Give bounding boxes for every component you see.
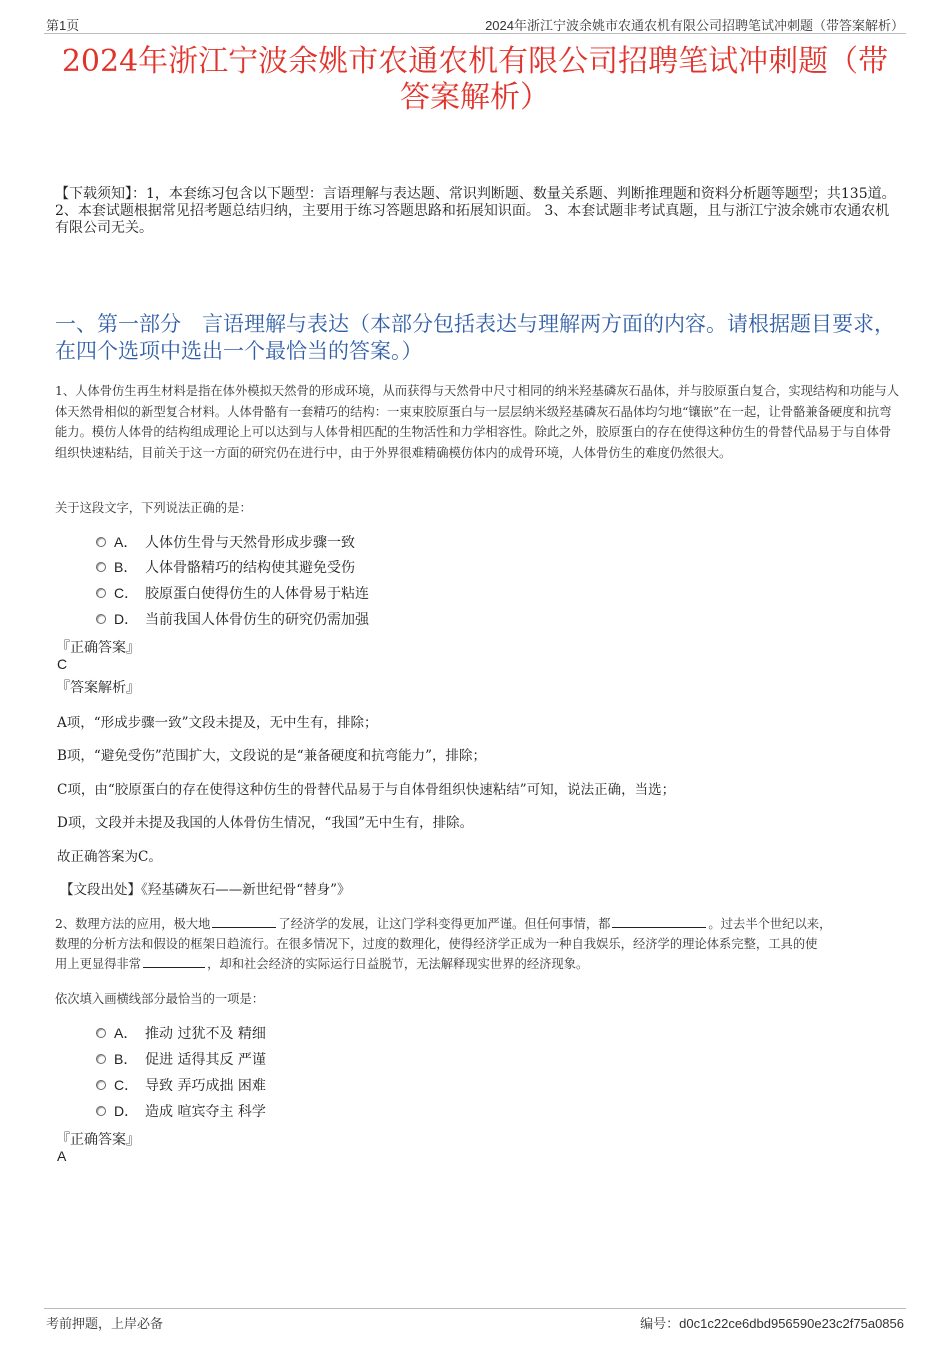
header-rule	[44, 33, 906, 34]
text: 用上更显得非常	[55, 957, 142, 971]
q2-option-b[interactable]	[96, 1049, 266, 1069]
blank-1	[212, 915, 276, 928]
option-text: 推动 过犹不及 精细	[145, 1026, 266, 1042]
q2-answer-label: 『正确答案』	[56, 1132, 140, 1148]
code-value: d0c1c22ce6dbd956590e23c2f75a0856	[679, 1316, 904, 1331]
option-letter: C．	[114, 1077, 139, 1093]
footer-slogan: 考前押题，上岸必备	[46, 1316, 164, 1331]
q2-passage-line3	[55, 954, 588, 972]
radio-icon[interactable]	[96, 1080, 106, 1090]
option-letter: C．	[114, 585, 139, 601]
radio-icon[interactable]	[96, 1028, 106, 1038]
radio-icon[interactable]	[96, 614, 106, 624]
analysis-line: B项，“避免受伤”范围扩大，文段说的是“兼备硬度和抗弯能力”，排除；	[57, 748, 487, 764]
radio-icon[interactable]	[96, 1106, 106, 1116]
q2-passage-line1	[55, 914, 831, 932]
option-letter: B．	[114, 1051, 138, 1067]
header-doc-title: 2024年浙江宁波余姚市农通农机有限公司招聘笔试冲刺题（带答案解析）	[485, 18, 904, 33]
q1-option-d[interactable]	[96, 609, 369, 629]
q1-prompt: 关于这段文字，下列说法正确的是：	[55, 501, 252, 515]
analysis-conclusion: 故正确答案为C。	[57, 849, 162, 865]
q1-passage: 1、人体骨仿生再生材料是指在体外模拟天然骨的形成环境，从而获得与天然骨中尺寸相同的纳米羟基磷灰石晶体，并与胶原蛋白复合，实现结构和功能与人体天然骨相似的新型复合材料。人体骨骼有一套精巧的结构：一束束胶原蛋白与一层层纳米级羟基磷灰石晶体均匀地“镶嵌”在一起，让骨骼兼备硬度和抗弯能力。模仿人体骨的结构组成理论上可以达到与人体骨相匹配的生物活性和力学相容性。除此之外，胶原蛋白的存在使得这种仿生的骨替代品易于与自体骨组织快速粘结，目前关于这一方面的研究仍在进行中，由于外界很难精确模仿体内的成骨环境，人体骨仿生的难度仍然很大。	[55, 384, 900, 460]
footer-rule	[44, 1308, 906, 1309]
q1-answer-label: 『正确答案』	[56, 640, 140, 656]
q2-option-c[interactable]	[96, 1075, 266, 1095]
q1-answer: C	[57, 656, 68, 672]
text: 。过去半个世纪以来，	[708, 917, 832, 931]
blank-3	[143, 955, 205, 968]
radio-icon[interactable]	[96, 588, 106, 598]
q2-option-a[interactable]	[96, 1023, 266, 1043]
radio-icon[interactable]	[96, 562, 106, 572]
passage-source: 【文段出处】《羟基磷灰石——新世纪骨“替身”》	[60, 882, 351, 898]
section-heading: 一、第一部分 言语理解与表达（本部分包括表达与理解两方面的内容。请根据题目要求，在四个选项中选出一个最恰当的答案。）	[55, 312, 895, 363]
q2-option-d[interactable]	[96, 1101, 266, 1121]
option-text: 造成 喧宾夺主 科学	[145, 1104, 266, 1120]
option-text: 人体仿生骨与天然骨形成步骤一致	[145, 535, 355, 551]
text: ，却和社会经济的实际运行日益脱节，无法解释现实世界的经济现象。	[207, 957, 589, 971]
option-letter: B．	[114, 559, 138, 575]
radio-icon[interactable]	[96, 537, 106, 547]
q2-prompt: 依次填入画横线部分最恰当的一项是：	[55, 992, 265, 1006]
blank-2	[612, 915, 706, 928]
q1-option-a[interactable]	[96, 532, 355, 552]
option-letter: A．	[114, 1025, 138, 1041]
q1-option-b[interactable]	[96, 557, 355, 577]
option-text: 胶原蛋白使得仿生的人体骨易于粘连	[145, 586, 369, 602]
q1-option-c[interactable]	[96, 583, 369, 603]
radio-icon[interactable]	[96, 1054, 106, 1064]
option-letter: D．	[114, 1103, 139, 1119]
q2-passage-line2: 数理的分析方法和假设的框架日趋流行。在很多情况下，过度的数理化，使得经济学正成为一种自我娱乐，经济学的理论体系完整，工具的使	[55, 937, 818, 951]
q1-analysis-label: 『答案解析』	[56, 680, 140, 696]
option-text: 促进 适得其反 严谨	[145, 1052, 266, 1068]
download-notice: 【下载须知】：1，本套练习包含以下题型：言语理解与表达题、常识判断题、数量关系题、判断推理题和资料分析题等题型；共135道。 2、本套试题根据常见招考题总结归纳，主要用于练习答题思路和拓展知识面。 3、本套试题非考试真题，且与浙江宁波余姚市农通农机有限公司无关。	[55, 186, 896, 236]
option-letter: A．	[114, 534, 138, 550]
footer-code	[640, 1313, 904, 1332]
option-text: 导致 弄巧成拙 困难	[145, 1078, 266, 1094]
q2-answer: A	[57, 1148, 67, 1164]
option-letter: D．	[114, 611, 139, 627]
option-text: 当前我国人体骨仿生的研究仍需加强	[145, 612, 369, 628]
page-number: 第1页	[46, 18, 80, 33]
page-title: 2024年浙江宁波余姚市农通农机有限公司招聘笔试冲刺题（带答案解析）	[61, 44, 889, 115]
analysis-line: A项，“形成步骤一致”文段未提及，无中生有，排除；	[57, 715, 378, 731]
analysis-line: D项，文段并未提及我国的人体骨仿生情况，“我国”无中生有，排除。	[57, 815, 474, 831]
analysis-line: C项，由“胶原蛋白的存在使得这种仿生的骨替代品易于与自体骨组织快速粘结”可知，说法正确，当选；	[57, 782, 676, 798]
code-label: 编号：	[640, 1316, 680, 1331]
text: 2、数理方法的应用，极大地	[55, 917, 211, 931]
option-text: 人体骨骼精巧的结构使其避免受伤	[145, 560, 355, 576]
text: 了经济学的发展，让这门学科变得更加严谨。但任何事情，都	[278, 917, 611, 931]
